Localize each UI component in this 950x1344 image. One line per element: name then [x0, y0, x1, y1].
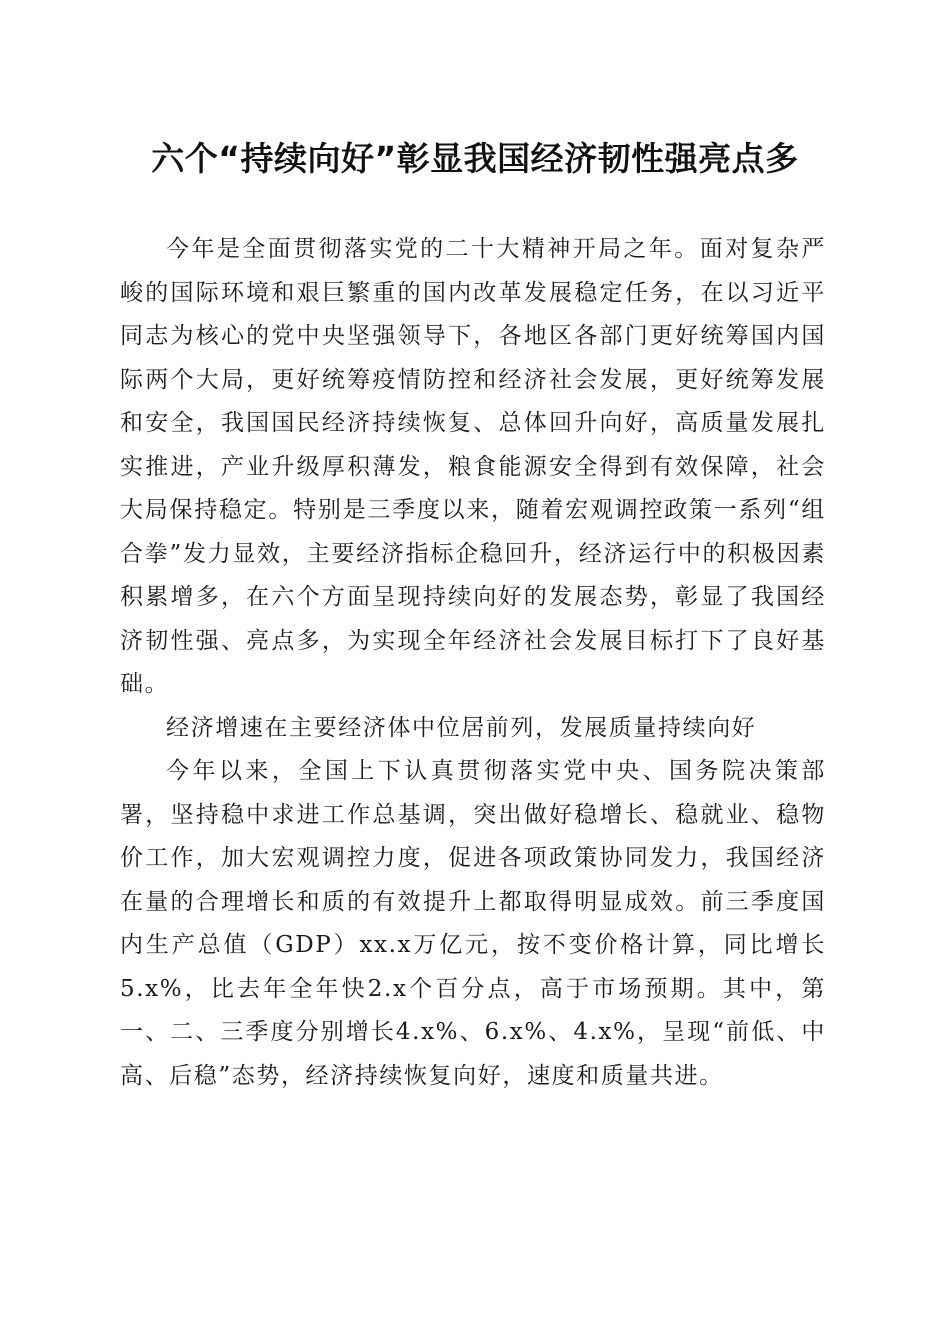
document-body	[120, 228, 826, 1098]
section-paragraph: 今年以来，全国上下认真贯彻落实党中央、国务院决策部署，坚持稳中求进工作总基调，突出做好稳增长、稳就业、稳物价工作，加大宏观调控力度，促进各项政策协同发力，我国经济在量的合理增长和质的有效提升上都取得明显成效。前三季度国内生产总值（GDP）xx.x万亿元，按不变价格计算，同比增长5.x%，比去年全年快2.x个百分点，高于市场预期。其中，第一、二、三季度分别增长4.x%、6.x%、4.x%，呈现“前低、中高、后稳”态势，经济持续恢复向好，速度和质量共进。	[120, 758, 826, 1089]
section-heading: 经济增速在主要经济体中位居前列，发展质量持续向好	[166, 714, 757, 741]
intro-paragraph: 今年是全面贯彻落实党的二十大精神开局之年。面对复杂严峻的国际环境和艰巨繁重的国内改革发展稳定任务，在以习近平同志为核心的党中央坚强领导下，各地区各部门更好统筹国内国际两个大局，更好统筹疫情防控和经济社会发展，更好统筹发展和安全，我国国民经济持续恢复、总体回升向好，高质量发展扎实推进，产业升级厚积薄发，粮食能源安全得到有效保障，社会大局保持稳定。特别是三季度以来，随着宏观调控政策一系列“组合拳”发力显效，主要经济指标企稳回升，经济运行中的积极因素积累增多，在六个方面呈现持续向好的发展态势，彰显了我国经济韧性强、亮点多，为实现全年经济社会发展目标打下了良好基础。	[120, 236, 826, 697]
document-title: 六个“持续向好”彰显我国经济韧性强亮点多	[151, 139, 799, 178]
